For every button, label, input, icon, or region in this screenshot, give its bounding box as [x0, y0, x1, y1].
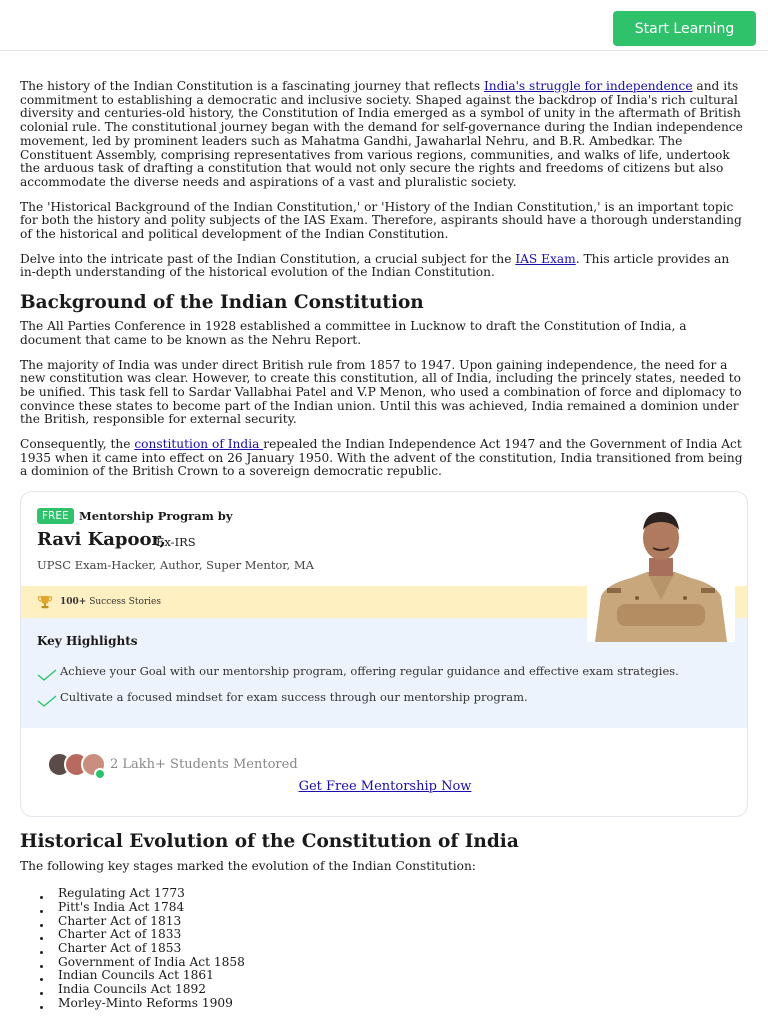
- card-footer: [21, 728, 748, 817]
- intro-paragraph-3: [20, 253, 748, 280]
- list-item: Pitt's India Act 1784: [20, 901, 748, 915]
- highlights-title: Key Highlights: [37, 634, 138, 649]
- list-item: Charter Act of 1813: [20, 915, 748, 929]
- highlight-text: Cultivate a focused mindset for exam success through our mentorship program.: [60, 690, 528, 705]
- success-label: Success Stories: [86, 597, 161, 608]
- get-mentorship-link[interactable]: Get Free Mentorship Now: [298, 779, 472, 795]
- free-badge: FREE: [37, 508, 74, 524]
- background-text: repealed the Indian Independence Act 1947 and the Government of India Act 1935 when it came into effect on 26 January 1950. With the advent of the constitution, India transitioned from being a dominion of the British Crown to a sovereign democratic republic.: [20, 437, 743, 479]
- constitution-link[interactable]: constitution of India: [134, 437, 264, 452]
- start-learning-button[interactable]: Start Learning: [613, 11, 756, 46]
- mentorship-cta: [21, 779, 748, 794]
- success-count: 100+: [60, 597, 87, 608]
- success-stories: [60, 597, 161, 607]
- intro-text: The history of the Indian Constitution is a fascinating journey that reflects: [20, 79, 484, 93]
- list-item: Government of India Act 1858: [20, 956, 748, 970]
- acts-list: [20, 887, 748, 1010]
- check-icon: [37, 668, 57, 682]
- list-item: Morley-Minto Reforms 1909: [20, 997, 748, 1011]
- intro-paragraph-1: [20, 80, 748, 190]
- mentor-description: UPSC Exam-Hacker, Author, Super Mentor, MA: [37, 558, 314, 573]
- list-item: India Councils Act 1892: [20, 983, 748, 997]
- background-text: Consequently, the: [20, 437, 135, 452]
- mentor-name: Ravi Kapoor,: [37, 529, 166, 551]
- background-paragraph-3: [20, 438, 748, 479]
- mentor-photo: [587, 500, 735, 642]
- background-paragraph-1: The All Parties Conference in 1928 established a committee in Lucknow to draft the Constitution of India, a document that came to be known as the Nehru Report.: [20, 319, 687, 347]
- top-bar: [0, 0, 768, 51]
- independence-link[interactable]: India's struggle for independence: [483, 79, 693, 93]
- intro-text: Delve into the intricate past of the Indian Constitution, a crucial subject for the: [20, 251, 516, 266]
- highlight-text: Achieve your Goal with our mentorship program, offering regular guidance and effective exam strategies.: [60, 664, 679, 679]
- article-content: [20, 80, 748, 1011]
- intro-text: . This article provides an in-depth understanding of the historical evolution of the Indian Constitution.: [20, 251, 730, 280]
- check-icon: [37, 694, 57, 708]
- students-mentored: 2 Lakh+ Students Mentored: [110, 757, 298, 773]
- list-item: Charter Act of 1853: [20, 942, 748, 956]
- mentor-title: Ex-IRS: [156, 535, 196, 550]
- highlight-item: [37, 690, 528, 708]
- background-paragraph-2: The majority of India was under direct British rule from 1857 to 1947. Upon gaining independence, the need for a new constitution was clear. However, to create this constitution, all of India, including the princely states, needed to be unified. This task fell to Sardar Vallabhai Patel and V.P Menon, who used a combination of force and diplomacy to convince these states to become part of the Indian union. Until this was achieved, India remained a dominion under the British, responsible for external security.: [20, 357, 742, 427]
- highlight-item: [37, 664, 679, 682]
- ias-exam-link[interactable]: IAS Exam: [515, 251, 576, 266]
- trophy-icon: [37, 594, 53, 610]
- student-avatars: [47, 752, 111, 780]
- evolution-intro: The following key stages marked the evolution of the Indian Constitution:: [20, 859, 476, 874]
- mentorship-card: [20, 491, 748, 817]
- background-heading: Background of the Indian Constitution: [20, 292, 424, 314]
- list-item: Indian Councils Act 1861: [20, 969, 748, 983]
- list-item: Regulating Act 1773: [20, 887, 748, 901]
- intro-text: and its commitment to establishing a democratic and inclusive society. Shaped against the backdrop of India's rich cultural diversity and centuries-old history, the Constitution of India emerged as a symbol of unity in the aftermath of British colonial rule. The constitutional journey began with the demand for self-governance during the Indian independence movement, led by prominent leaders such as Mahatma Gandhi, Jawaharlal Nehru, and B.R. Ambedkar. The Constituent Assembly, comprising representatives from various regions, communities, and walks of life, undertook the arduous task of drafting a constitution that would not only secure the rights and freedoms of citizens but also accommodate the diverse needs and aspirations of a vast and pluralistic society.: [20, 79, 743, 189]
- evolution-heading: Historical Evolution of the Constitution of India: [20, 831, 519, 853]
- list-item: Charter Act of 1833: [20, 928, 748, 942]
- program-label: Mentorship Program by: [79, 509, 233, 524]
- intro-paragraph-2: The 'Historical Background of the Indian Constitution,' or 'History of the Indian Constitution,' is an important topic for both the history and polity subjects of the IAS Exam. Therefore, aspirants should have a thorough understanding of the historical and political development of the Indian Constitution.: [20, 199, 742, 242]
